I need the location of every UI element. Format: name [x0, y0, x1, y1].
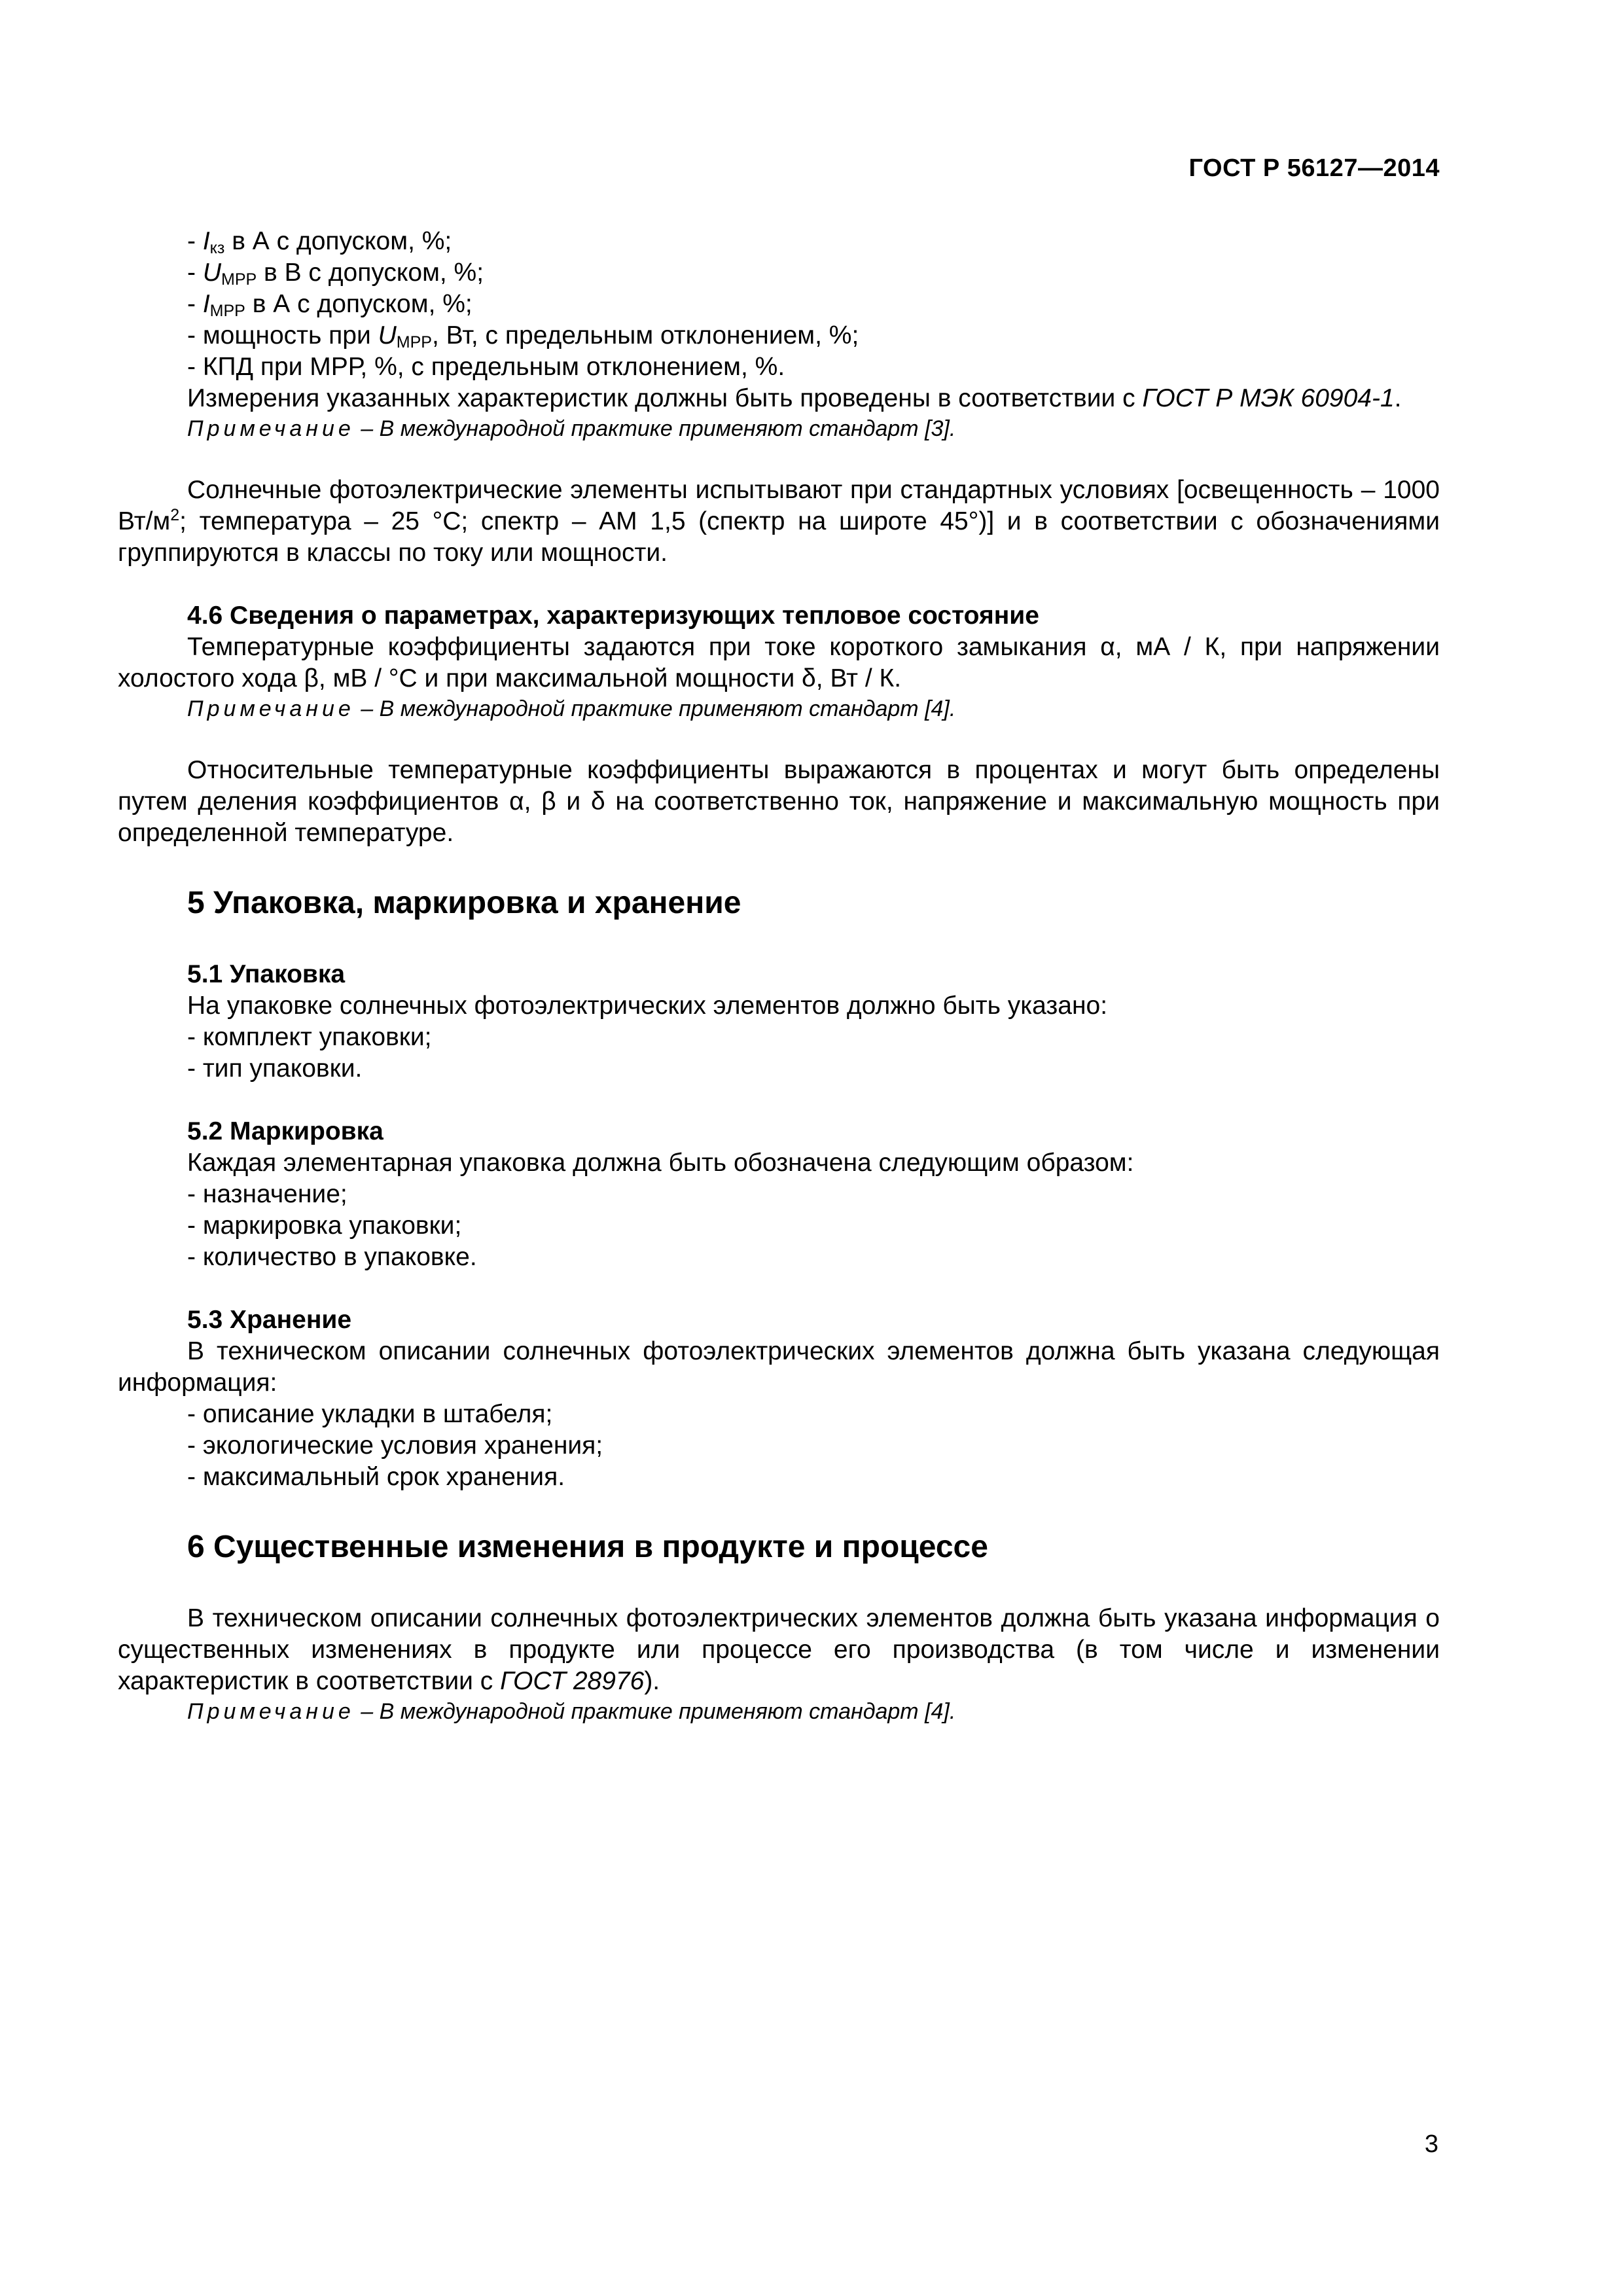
- spacer: [118, 849, 1440, 884]
- paragraph-text: ; температура – 25 °С; спектр – АМ 1,5 (спектр на широте 45°)] и в соответствии с обозначениями группируются в классы по току или мощности.: [118, 507, 1440, 567]
- note-label: Примечание: [187, 1699, 355, 1724]
- paragraph-end: .: [1394, 384, 1402, 412]
- symbol-i: I: [202, 227, 210, 255]
- list-item-text: в А с допуском, %;: [224, 227, 452, 255]
- list-item-u-mpp: [187, 257, 1440, 289]
- list-item-text: , Вт, с предельным отклонением, %;: [431, 321, 859, 350]
- list-dash: -: [187, 227, 203, 255]
- subscript-mpp: MPP: [209, 302, 245, 320]
- list-item-i-kz: [187, 226, 1440, 257]
- paragraph-significant-changes: [118, 1603, 1440, 1697]
- subsection-heading-4-6: 4.6 Сведения о параметрах, характеризующих тепловое состояние: [187, 601, 1039, 630]
- list-item-text: в В с допуском, %;: [257, 259, 484, 287]
- symbol-u: U: [202, 259, 221, 287]
- note-text: – В международной практике применяют стандарт [4].: [354, 696, 956, 721]
- document-header-id: ГОСТ Р 56127—2014: [1188, 154, 1440, 182]
- list-dash: -: [187, 259, 203, 287]
- symbol-u: U: [378, 321, 397, 350]
- symbol-i: I: [202, 290, 210, 318]
- subsection-heading-5-3: 5.3 Хранение: [187, 1306, 352, 1334]
- list-dash: -: [187, 290, 203, 318]
- spacer: [118, 1493, 1440, 1528]
- superscript: 2: [170, 506, 180, 524]
- standard-reference: ГОСТ Р МЭК 60904-1: [1142, 384, 1395, 412]
- list-item-text: - мощность при: [187, 321, 378, 350]
- list-item: - маркировка упаковки;: [187, 1211, 462, 1240]
- spacer: [118, 723, 1440, 755]
- paragraph-marking-intro: Каждая элементарная упаковка должна быть обозначена следующим образом:: [187, 1149, 1134, 1177]
- note-label: Примечание: [187, 696, 355, 721]
- subsection-heading-5-1: 5.1 Упаковка: [187, 960, 346, 988]
- spacer: [118, 1273, 1440, 1304]
- list-item-i-mpp: [187, 289, 1440, 320]
- page-content: [118, 226, 1440, 1726]
- list-item-power: [187, 320, 1440, 351]
- note-text: – В международной практике применяют стандарт [3].: [354, 416, 956, 441]
- paragraph-end: ).: [644, 1667, 660, 1695]
- paragraph-temperature-coefficients: Температурные коэффициенты задаются при токе короткого замыкания α, мА / К, при напряжении холостого хода β, мВ / °С и при максимальной мощности δ, Вт / К.: [118, 633, 1440, 692]
- page-number: 3: [1424, 2130, 1438, 2158]
- paragraph-storage-intro: В техническом описании солнечных фотоэлектрических элементов должна быть указана следующая информация:: [118, 1337, 1440, 1397]
- list-item: - количество в упаковке.: [187, 1243, 477, 1271]
- list-item: - экологические условия хранения;: [187, 1431, 603, 1460]
- section-heading-5: 5 Упаковка, маркировка и хранение: [187, 886, 741, 920]
- list-item: - описание укладки в штабеля;: [187, 1400, 553, 1428]
- paragraph-measurements: [118, 383, 1440, 414]
- note-text: – В международной практике применяют стандарт [4].: [354, 1699, 956, 1724]
- list-item: - комплект упаковки;: [187, 1023, 432, 1051]
- list-item: - максимальный срок хранения.: [187, 1463, 565, 1491]
- note-2: [187, 694, 1440, 723]
- spacer: [118, 569, 1440, 600]
- note-3: [187, 1697, 1440, 1726]
- paragraph-text: В техническом описании солнечных фотоэлектрических элементов должна быть указана информация о существенных изменениях в продукте или процессе его производства (в том числе и изменении характеристик в соответствии с: [118, 1604, 1440, 1695]
- spacer: [118, 922, 1440, 959]
- spacer: [118, 1566, 1440, 1603]
- paragraph-packaging-intro: На упаковке солнечных фотоэлектрических элементов должно быть указано:: [187, 992, 1108, 1020]
- subsection-heading-5-2: 5.2 Маркировка: [187, 1117, 383, 1145]
- note-1: [187, 414, 1440, 443]
- spacer: [118, 1085, 1440, 1116]
- paragraph-text: Измерения указанных характеристик должны быть проведены в соответствии с: [187, 384, 1143, 412]
- standard-reference: ГОСТ 28976: [500, 1667, 645, 1695]
- paragraph-text: Солнечные фотоэлектрические элементы испытывают при стандартных условиях [освещенность – 1000 Вт/м: [118, 476, 1440, 535]
- subscript-mpp: MPP: [396, 333, 432, 351]
- list-item-text: в А с допуском, %;: [245, 290, 473, 318]
- list-item: - тип упаковки.: [187, 1054, 363, 1083]
- list-item: - назначение;: [187, 1180, 348, 1208]
- note-label: Примечание: [187, 416, 355, 441]
- spacer: [118, 443, 1440, 475]
- section-heading-6: 6 Существенные изменения в продукте и процессе: [187, 1530, 988, 1564]
- list-item-kpd: - КПД при МРР, %, с предельным отклонением, %.: [187, 353, 785, 381]
- paragraph-relative-coefficients: Относительные температурные коэффициенты выражаются в процентах и могут быть определены путем деления коэффициентов α, β и δ на соответственно ток, напряжение и максимальную мощность при определенной температуре.: [118, 756, 1440, 847]
- subscript-kz: кз: [209, 239, 225, 257]
- subscript-mpp: MPP: [221, 270, 257, 289]
- paragraph-solar-classes: [118, 475, 1440, 569]
